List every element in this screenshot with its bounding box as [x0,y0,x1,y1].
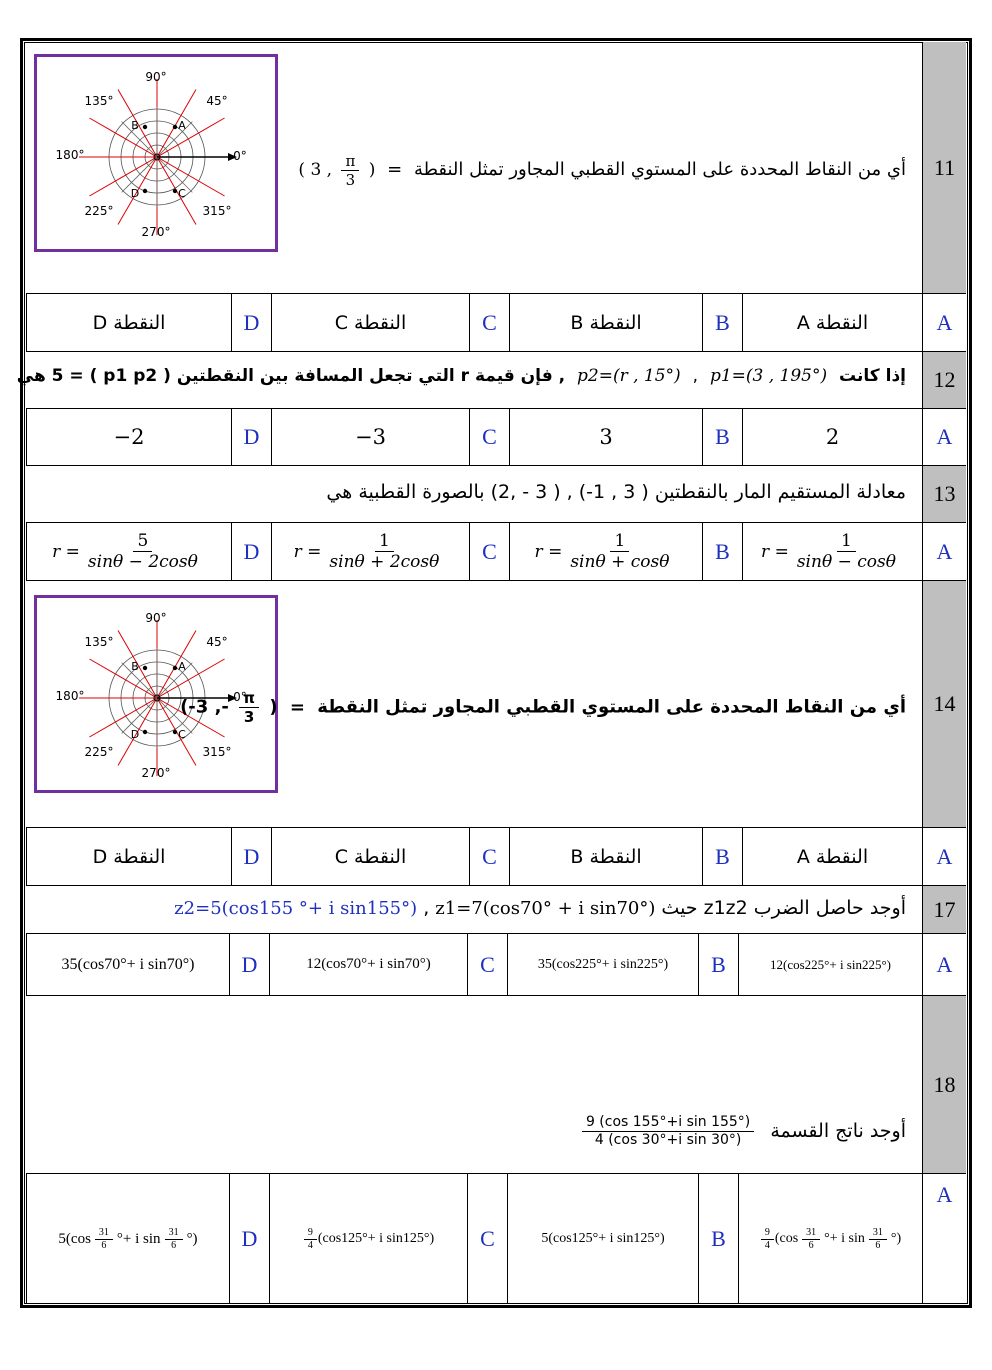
question-12-options [26,409,966,466]
option-c-value[interactable] [271,294,469,351]
expr-part: °+ i sin [116,1230,161,1247]
option-a-value[interactable] [738,1174,922,1304]
lhs: r = [52,541,80,562]
option-letter: B [715,309,730,335]
frac-denominator: 4 [764,1239,770,1251]
option-text: النقطة C [334,311,407,334]
frac-numerator: 31 [165,1227,183,1240]
option-letter: C [482,538,497,564]
option-text: 12(cos70°+ i sin70°) [306,956,431,972]
option-text: النقطة D [92,311,166,334]
plotted-point [143,666,147,670]
option-c-value[interactable] [271,409,469,465]
frac-numerator: 5 [133,531,152,552]
option-c-value[interactable] [269,1174,467,1304]
question-11-text [298,152,906,189]
polar-plane-svg [37,57,275,249]
point-close: ) [368,160,376,180]
option-b-label[interactable] [702,409,742,465]
question-text: أوجد حاصل الضرب z1z2 حيث [661,897,906,919]
point-label: D [130,187,140,200]
option-a-value[interactable] [738,934,922,995]
option-a-label[interactable] [922,934,966,995]
angle-label: 315° [202,204,232,218]
option-text: −2 [113,425,145,449]
question-text: أي من النقاط المحددة على المستوي القطبي المجاور تمثل النقطة [413,159,906,180]
option-letter: D [241,951,258,977]
option-text: 12(cos225°+ i sin225°) [770,956,891,972]
question-number: 12 [922,352,966,408]
option-b-value[interactable] [509,294,702,351]
option-b-label[interactable] [702,294,742,351]
angle-label: 0° [233,149,247,163]
expr-part: °) [186,1230,198,1247]
plotted-point [173,125,177,129]
question-number: 18 [922,996,966,1173]
option-letter: A [936,538,953,564]
option-c-value[interactable] [271,828,469,885]
option-letter: B [715,538,730,564]
frac-numerator: 1 [375,531,394,552]
question-12-text: إذا كانت p1=(3 , 195°) , p2=(r , 15°) , فإن قيمة r التي تجعل المسافة بين النقطتين ( p1 p2 ) = 5 هي [16,366,906,386]
option-d-label[interactable] [231,294,271,351]
option-letter: B [711,951,726,977]
point-label: C [178,187,186,200]
question-18-row [26,996,966,1174]
question-14-text [180,689,906,726]
option-letter: B [711,1226,726,1251]
option-letter: B [715,424,730,449]
polar-point [180,689,277,726]
question-text: أي من النقاط المحددة على المستوي القطبي المجاور تمثل النقطة [317,696,906,718]
option-a-value[interactable] [742,294,922,351]
option-a-value[interactable] [742,828,922,885]
point-label: B [131,660,139,673]
option-b-label[interactable] [698,934,738,995]
frac-denominator: 3 [243,708,255,726]
question-14-row [26,581,966,828]
question-text: أوجد ناتج القسمة [770,1119,906,1142]
option-text: 35(cos70°+ i sin70°) [61,955,195,973]
question-13-options [26,523,966,581]
question-11-options [26,294,966,352]
option-letter: C [482,843,497,869]
plotted-point [143,125,147,129]
option-c-label[interactable] [469,523,509,580]
option-d-value[interactable] [26,409,231,465]
polar-plane-figure [34,54,278,252]
question-number: 13 [922,466,966,522]
option-a-label[interactable] [922,294,966,351]
frac-denominator: sinθ + 2cosθ [329,552,440,572]
option-b-value[interactable] [509,523,702,580]
option-d-value[interactable] [26,1174,229,1304]
question-13-text: معادلة المستقيم المار بالنقطتين ( 3 , 1-) , ( 3 - ,2) بالصورة القطبية هي [326,481,906,503]
option-a-label[interactable] [922,1174,966,1304]
question-13-row [26,466,966,523]
option-a-value[interactable] [742,409,922,465]
frac-denominator: 4 [307,1239,313,1251]
angle-label: 135° [84,94,114,108]
option-letter: D [243,309,260,335]
equals-sign: = [289,696,305,718]
option-letter: D [243,538,260,564]
option-text: النقطة B [570,311,642,334]
frac-numerator: 1 [837,531,856,552]
expr-part: (cos125°+ i sin125°) [317,1231,435,1246]
option-d-label[interactable] [229,1174,269,1304]
option-c-label[interactable] [469,828,509,885]
frac-numerator: 1 [610,531,629,552]
frac-denominator: 6 [171,1239,177,1251]
frac-numerator: 31 [802,1227,820,1240]
option-text: النقطة A [796,845,869,868]
option-d-label[interactable] [231,828,271,885]
frac-numerator: 9 (cos 155°+i sin 155°) [582,1114,754,1132]
option-d-value[interactable] [26,294,231,351]
question-12-row [16,352,966,409]
option-b-label[interactable] [702,828,742,885]
lhs: r = [293,541,322,562]
option-d-label[interactable] [231,409,271,465]
separator: , [423,897,430,919]
option-text: النقطة A [796,311,869,334]
option-text: 3 [599,425,613,449]
option-c-label[interactable] [469,409,509,465]
option-letter: A [936,424,953,449]
text-suffix: ( p1 p2 ) = 5 هي [16,366,171,386]
angle-label: 225° [84,745,114,759]
option-c-label[interactable] [467,934,507,995]
angle-label: 135° [84,635,114,649]
option-d-value[interactable] [26,523,231,580]
question-17-text [174,897,906,919]
frac-numerator: 9 [304,1227,317,1240]
question-11-row [26,42,966,294]
point-label: A [178,660,186,673]
polar-point [298,152,375,189]
frac-numerator: π [341,152,359,171]
option-c-label[interactable] [467,1174,507,1304]
frac-denominator: 3 [345,171,356,189]
option-letter: A [936,951,953,977]
plotted-point [173,189,177,193]
option-d-value[interactable] [26,934,229,995]
option-b-value[interactable] [507,934,698,995]
expr-part: °+ i sin [824,1231,865,1246]
point-open: ( 3 , [298,160,333,180]
point-close: ) [269,696,278,718]
angle-label: 90° [145,611,167,625]
point-label: D [130,728,140,741]
option-a-label[interactable] [922,828,966,885]
expr-part: °) [890,1231,902,1246]
option-text: 5(cos125°+ i sin125°) [541,1231,665,1246]
option-letter: B [715,843,730,869]
frac-denominator: 6 [808,1239,814,1251]
option-d-value[interactable] [26,828,231,885]
point-label: C [178,728,186,741]
angle-label: 45° [206,635,228,649]
question-18-text [578,1114,906,1149]
frac-denominator: 6 [875,1239,881,1251]
angle-label: 0° [233,690,247,704]
angle-label: 270° [141,766,171,780]
option-letter: D [241,1226,258,1251]
option-text: −3 [355,425,386,449]
option-letter: D [243,424,260,449]
option-b-value[interactable] [507,1174,698,1304]
option-letter: C [480,951,495,977]
text-prefix: إذا كانت [839,366,906,386]
frac-numerator: 31 [869,1227,887,1240]
option-d-label[interactable] [231,523,271,580]
option-d-label[interactable] [229,934,269,995]
option-b-value[interactable] [509,409,702,465]
option-a-label[interactable] [922,409,966,465]
angle-label: 180° [55,689,85,703]
angle-label: 225° [84,204,114,218]
option-b-value[interactable] [509,828,702,885]
option-text: النقطة C [334,845,407,868]
angle-label: 180° [55,148,85,162]
option-a-value[interactable] [742,523,922,580]
option-letter: C [480,1226,495,1251]
option-c-value[interactable] [269,934,467,995]
point-open: (-3 ,- [180,696,229,718]
z2-expression: z2=5(cos155 °+ i sin155°) [174,898,418,919]
option-text: 2 [825,425,840,449]
question-14-options [26,828,966,886]
option-text: النقطة D [92,845,166,868]
plotted-point [143,189,147,193]
plotted-point [143,730,147,734]
question-number: 17 [922,886,966,933]
question-17-options [26,934,966,996]
option-a-label[interactable] [922,523,966,580]
option-b-label[interactable] [702,523,742,580]
point-label: A [178,119,186,132]
point-label: B [131,119,139,132]
angle-label: 45° [206,94,228,108]
option-letter: A [936,843,953,869]
option-b-label[interactable] [698,1174,738,1304]
question-18-options [26,1174,966,1304]
angle-label: 90° [145,70,167,84]
option-text: النقطة B [570,845,642,868]
frac-numerator: 31 [95,1227,113,1240]
option-letter: A [936,1182,953,1207]
option-letter: C [482,309,497,335]
question-number: 14 [922,581,966,827]
option-letter: A [936,309,953,335]
question-17-row [26,886,966,934]
z1-expression: z1=7(cos70° + i sin70°) [435,898,656,919]
point-p2: p2=(r , 15°) [577,366,681,386]
expr-part: 5(cos [58,1230,91,1247]
frac-numerator: π [239,689,259,708]
angle-label: 315° [202,745,232,759]
option-letter: D [243,843,260,869]
frac-numerator: 9 [761,1227,774,1240]
option-text: 35(cos225°+ i sin225°) [537,956,669,972]
option-c-value[interactable] [271,523,469,580]
lhs: r = [761,541,789,562]
frac-denominator: sinθ − cosθ [796,552,896,572]
question-number: 11 [922,42,966,293]
frac-denominator: sinθ + cosθ [570,552,670,572]
frac-denominator: 6 [101,1239,107,1251]
option-c-label[interactable] [469,294,509,351]
frac-denominator: 4 (cos 30°+i sin 30°) [594,1131,742,1148]
equals-sign: = [387,159,403,180]
lhs: r = [534,541,563,562]
expr-part: (cos [774,1231,799,1246]
frac-denominator: sinθ − 2cosθ [87,552,198,572]
text-middle: , فإن قيمة r التي تجعل المسافة بين النقطتين [176,366,566,386]
plotted-point [173,730,177,734]
point-p1: p1=(3 , 195°) [709,366,828,386]
option-letter: C [482,424,497,449]
plotted-point [173,666,177,670]
angle-label: 270° [141,225,171,239]
